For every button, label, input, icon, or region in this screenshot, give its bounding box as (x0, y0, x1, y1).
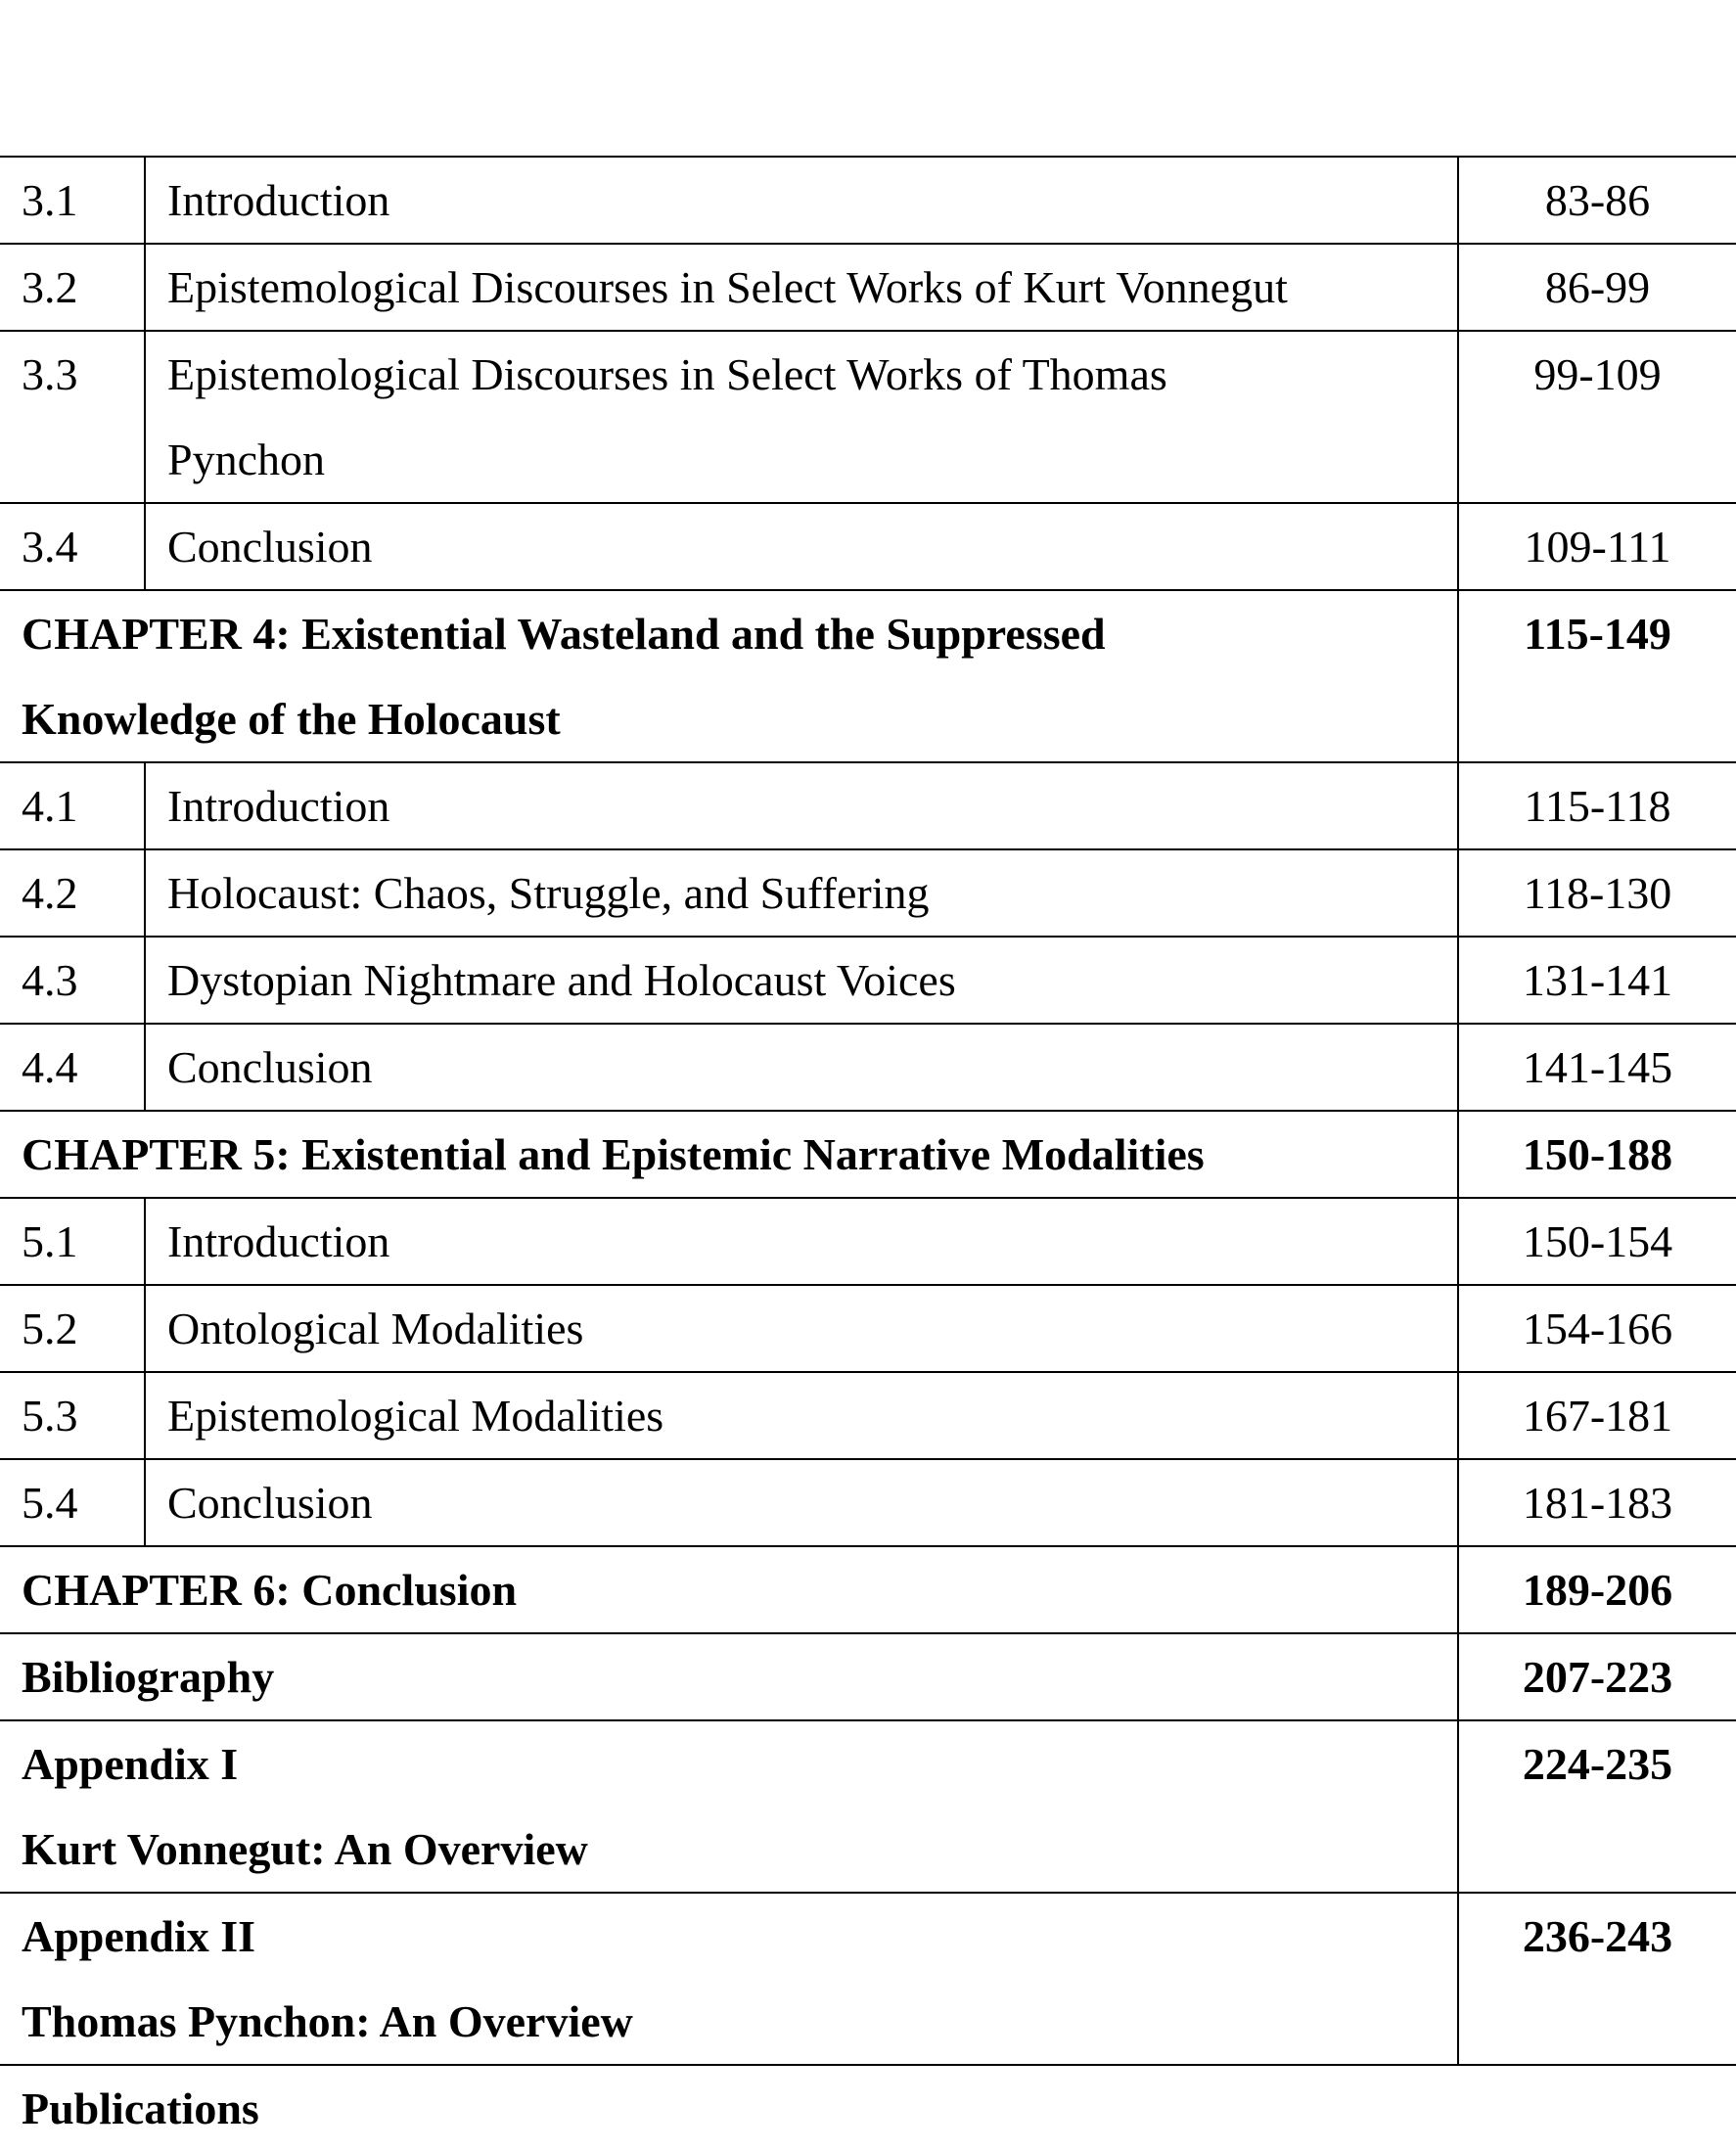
toc-entry-title (0, 1720, 1458, 1893)
toc-entry-title: Conclusion (145, 1459, 1458, 1546)
toc-chapter-row (0, 1546, 1736, 1633)
toc-page-range: 236-243 (1458, 1893, 1736, 2065)
toc-page-range: 141-145 (1458, 1024, 1736, 1111)
toc-page-range: 181-183 (1458, 1459, 1736, 1546)
toc-section-row (0, 849, 1736, 937)
toc-entry-title: Dystopian Nightmare and Holocaust Voices (145, 937, 1458, 1024)
toc-section-row (0, 503, 1736, 590)
toc-section-number: 5.4 (0, 1459, 145, 1546)
toc-section-row (0, 244, 1736, 331)
toc-entry-title-line: Appendix II (22, 1911, 256, 1961)
toc-entry-title (0, 1893, 1458, 2065)
toc-entry-title (145, 331, 1458, 503)
toc-page-range: 109-111 (1458, 503, 1736, 590)
toc-chapter-row (0, 1720, 1736, 1893)
toc-section-row (0, 937, 1736, 1024)
toc-page-range: 131-141 (1458, 937, 1736, 1024)
toc-page-range: 83-86 (1458, 157, 1736, 244)
toc-page-range: 99-109 (1458, 331, 1736, 503)
toc-section-number: 5.2 (0, 1285, 145, 1372)
toc-chapter-row (0, 1111, 1736, 1198)
toc-page-range: 207-223 (1458, 1633, 1736, 1720)
toc-entry-title: Introduction (145, 762, 1458, 849)
toc-section-row (0, 1459, 1736, 1546)
toc-section-number: 3.3 (0, 331, 145, 503)
toc-entry-title (0, 590, 1458, 762)
toc-page-range: 167-181 (1458, 1372, 1736, 1459)
toc-section-number: 5.1 (0, 1198, 145, 1285)
toc-page-range: 115-149 (1458, 590, 1736, 762)
toc-section-row (0, 157, 1736, 244)
toc-entry-title: CHAPTER 6: Conclusion (0, 1546, 1458, 1633)
toc-entry-title-line: CHAPTER 4: Existential Wasteland and the Suppressed (22, 609, 1106, 659)
toc-section-number: 3.4 (0, 503, 145, 590)
toc-page-range: 86-99 (1458, 244, 1736, 331)
toc-entry-title: Epistemological Discourses in Select Works of Kurt Vonnegut (145, 244, 1458, 331)
toc-entry-title: Introduction (145, 157, 1458, 244)
toc-page-range: 150-188 (1458, 1111, 1736, 1198)
toc-entry-title: Epistemological Modalities (145, 1372, 1458, 1459)
toc-page-range: 150-154 (1458, 1198, 1736, 1285)
toc-section-number: 4.1 (0, 762, 145, 849)
toc-page-range: 118-130 (1458, 849, 1736, 937)
toc-entry-title: Conclusion (145, 503, 1458, 590)
toc-chapter-row (0, 590, 1736, 762)
toc-entry-title: Conclusion (145, 1024, 1458, 1111)
toc-section-number: 4.3 (0, 937, 145, 1024)
toc-section-row (0, 1024, 1736, 1111)
toc-entry-title-line: Thomas Pynchon: An Overview (22, 1996, 633, 2046)
toc-chapter-row (0, 1633, 1736, 1720)
toc-section-number: 3.1 (0, 157, 145, 244)
toc-chapter-row (0, 1893, 1736, 2065)
toc-section-number: 4.4 (0, 1024, 145, 1111)
toc-section-row (0, 762, 1736, 849)
toc-entry-title: Holocaust: Chaos, Struggle, and Suffering (145, 849, 1458, 937)
toc-page-range: 115-118 (1458, 762, 1736, 849)
toc-page-range: 189-206 (1458, 1546, 1736, 1633)
toc-entry-title: CHAPTER 5: Existential and Epistemic Narrative Modalities (0, 1111, 1458, 1198)
toc-entry-title: Publications (0, 2065, 1736, 2151)
toc-section-number: 4.2 (0, 849, 145, 937)
toc-entry-title-line: Kurt Vonnegut: An Overview (22, 1824, 588, 1874)
toc-section-row (0, 1285, 1736, 1372)
toc-section-number: 5.3 (0, 1372, 145, 1459)
toc-entry-title-line: Knowledge of the Holocaust (22, 694, 561, 744)
toc-entry-title: Bibliography (0, 1633, 1458, 1720)
toc-entry-title-line: Pynchon (167, 435, 325, 484)
toc-section-row (0, 1372, 1736, 1459)
table-of-contents (0, 156, 1736, 2151)
toc-section-number: 3.2 (0, 244, 145, 331)
toc-chapter-row (0, 2065, 1736, 2151)
toc-entry-title-line: Appendix I (22, 1739, 239, 1789)
toc-entry-title: Ontological Modalities (145, 1285, 1458, 1372)
toc-entry-title: Introduction (145, 1198, 1458, 1285)
toc-page-range: 154-166 (1458, 1285, 1736, 1372)
toc-page-range: 224-235 (1458, 1720, 1736, 1893)
toc-section-row (0, 331, 1736, 503)
toc-section-row (0, 1198, 1736, 1285)
toc-entry-title-line: Epistemological Discourses in Select Works of Thomas (167, 349, 1167, 399)
